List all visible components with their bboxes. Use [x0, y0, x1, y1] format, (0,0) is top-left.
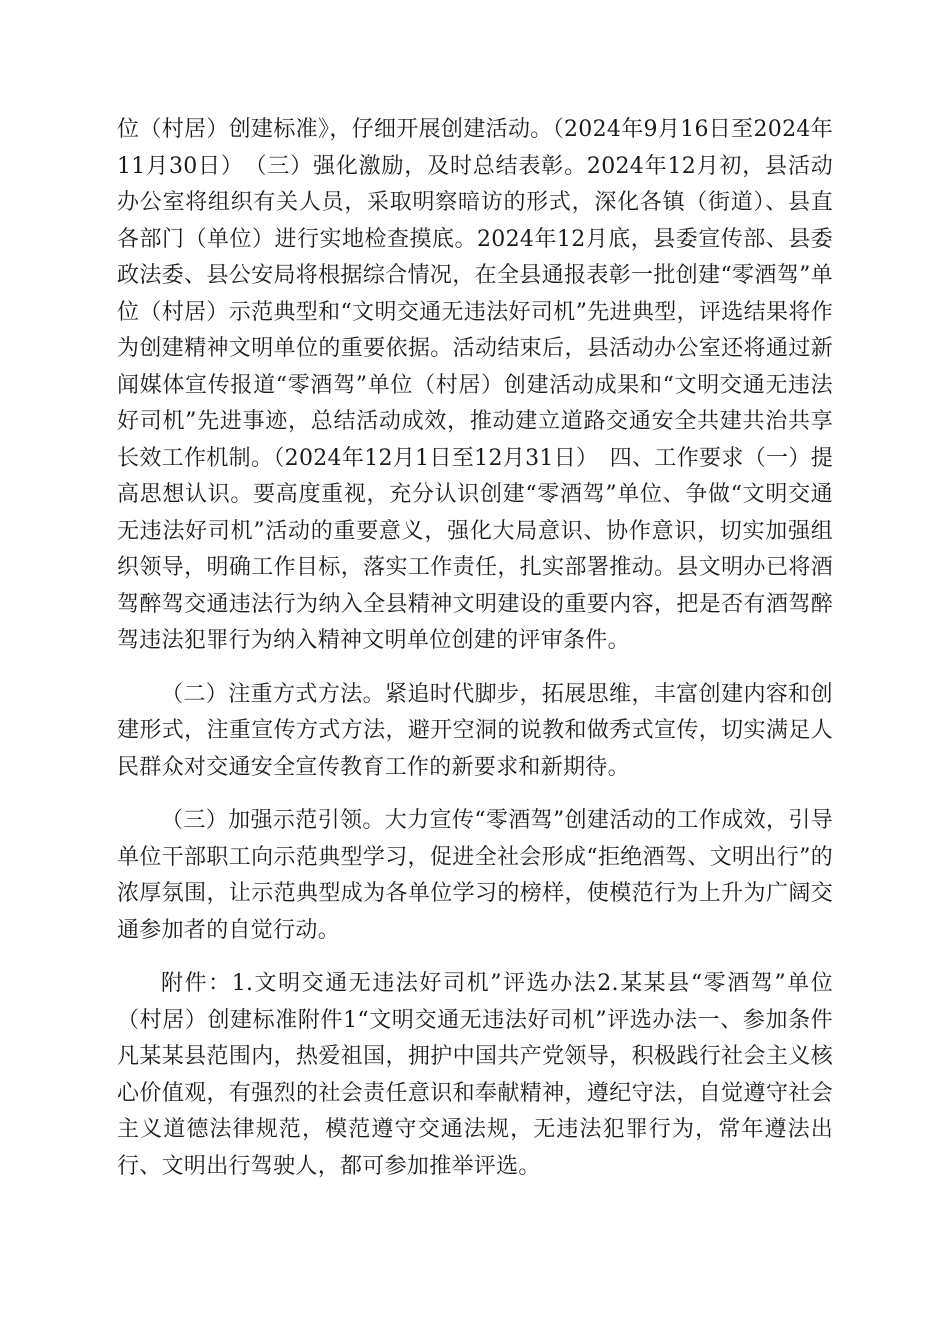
paragraph-demonstration: （三）加强示范引领。大力宣传“零酒驾”创建活动的工作成效，引导单位干部职工向示范典型学习，促进全社会形成“拒绝酒驾、文明出行”的浓厚氛围，让示范典型成为各单位学习的榜样，使模范行为上升为广阔交通参加者的自觉行动。 [117, 808, 833, 943]
document-body [117, 112, 833, 1185]
paragraph-attachments: 附件：1.文明交通无违法好司机”评选办法2.某某县“零酒驾”单位（村居）创建标准附件1“文明交通无违法好司机”评选办法一、参加条件凡某某县范围内，热爱祖国，拥护中国共产党领导，积极践行社会主义核心价值观，有强烈的社会责任意识和奉献精神，遵纪守法，自觉遵守社会主义道德法律规范，模范遵守交通法规，无违法犯罪行为，常年遵法出行、文明出行驾驶人，都可参加推举评选。 [117, 971, 833, 1179]
paragraph-continuation: 位（村居）创建标准》，仔细开展创建活动。（2024年9月16日至2024年11月30日） （三）强化激励，及时总结表彰。2024年12月初，县活动办公室将组织有关人员，采取明察暗访的形式，深化各镇（街道）、县直各部门（单位）进行实地检查摸底。2024年12月底，县委宣传部、县委政法委、县公安局将根据综合情况，在全县通报表彰一批创建“零酒驾”单位（村居）示范典型和“文明交通无违法好司机”先进典型，评选结果将作为创建精神文明单位的重要依据。活动结束后，县活动办公室还将通过新闻媒体宣传报道“零酒驾”单位（村居）创建活动成果和“文明交通无违法好司机”先进事迹，总结活动成效，推动建立道路交通安全共建共治共享长效工作机制。（2024年12月1日至12月31日） 四、工作要求（一）提高思想认识。要高度重视，充分认识创建“零酒驾”单位、争做“文明交通无违法好司机”活动的重要意义，强化大局意识、协作意识，切实加强组织领导，明确工作目标，落实工作责任，扎实部署推动。县文明办已将酒驾醉驾交通违法行为纳入全县精神文明建设的重要内容，把是否有酒驾醉驾违法犯罪行为纳入精神文明单位创建的评审条件。 [117, 117, 833, 653]
paragraph-methods: （二）注重方式方法。紧追时代脚步，拓展思维，丰富创建内容和创建形式，注重宣传方式方法，避开空洞的说教和做秀式宣传，切实满足人民群众对交通安全宣传教育工作的新要求和新期待。 [117, 681, 833, 780]
